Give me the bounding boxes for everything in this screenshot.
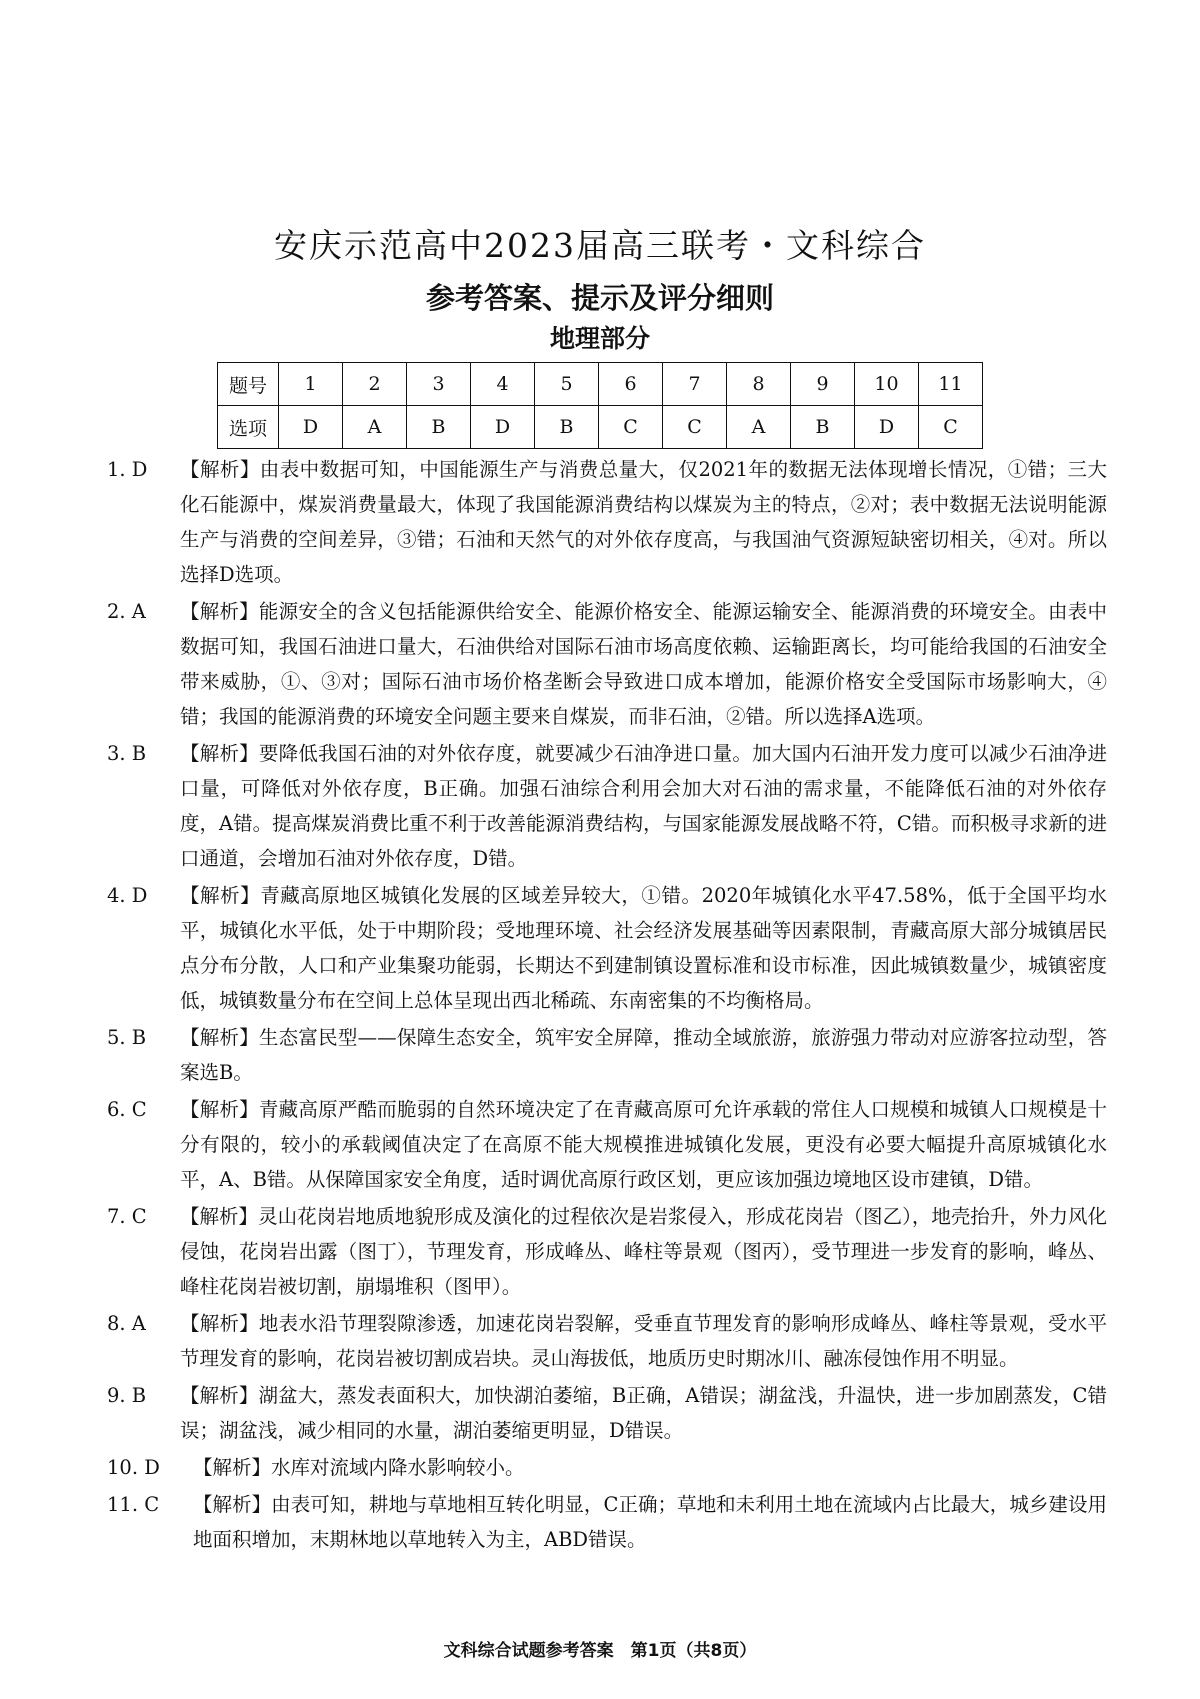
item-text: 【解析】水库对流域内降水影响较小。 (193, 1456, 525, 1479)
question-number: 9 (791, 363, 855, 406)
item-number: 11. C (107, 1493, 160, 1516)
item-text: 【解析】青藏高原严酷而脆弱的自然环境决定了在青藏高原可允许承载的常住人口规模和城镇人口规模是十分有限的，较小的承载阈值决定了在高原不能大规模推进城镇化发展，更没有必要大幅提升高原城镇化水平，A、B错。从保障国家安全角度，适时调优高原行政区划，更应该加强边境地区设市建镇，D错。 (180, 1098, 1107, 1191)
document-title: 安庆示范高中2023届高三联考・文科综合 (274, 226, 926, 265)
question-number: 11 (919, 363, 983, 406)
answer-table-choice-row (218, 406, 983, 449)
item-number: 7. C (107, 1205, 147, 1228)
explanation-item (107, 1450, 1107, 1485)
question-number: 6 (599, 363, 663, 406)
item-text: 【解析】能源安全的含义包括能源供给安全、能源价格安全、能源运输安全、能源消费的环境安全。由表中数据可知，我国石油进口量大，石油供给对国际石油市场高度依赖、运输距离长，均可能给我国的石油安全带来威胁，①、③对；国际石油市场价格垄断会导致进口成本增加，能源价格安全受国际市场影响大，④错；我国的能源消费的环境安全问题主要来自煤炭，而非石油，②错。所以选择A选项。 (180, 600, 1107, 728)
item-text: 【解析】湖盆大，蒸发表面积大，加快湖泊萎缩，B正确，A错误；湖盆浅，升温快，进一步加剧蒸发，C错误；湖盆浅，减少相同的水量，湖泊萎缩更明显，D错误。 (180, 1384, 1107, 1442)
explanation-item (107, 594, 1107, 734)
explanation-item (107, 1487, 1107, 1557)
item-number: 4. D (107, 884, 148, 907)
answer-table (217, 362, 983, 449)
answer-choice: C (663, 406, 727, 449)
explanation-item (107, 1199, 1107, 1304)
item-number: 5. B (107, 1026, 147, 1049)
explanation-item (107, 1306, 1107, 1376)
row-label-choice: 选项 (218, 406, 279, 449)
section-heading: 地理部分 (549, 324, 650, 353)
explanation-item (107, 1378, 1107, 1448)
item-text: 【解析】由表可知，耕地与草地相互转化明显，C正确；草地和未利用土地在流域内占比最大，城乡建设用地面积增加，末期林地以草地转入为主，ABD错误。 (193, 1493, 1107, 1551)
question-number: 3 (407, 363, 471, 406)
question-number: 7 (663, 363, 727, 406)
item-number: 9. B (107, 1384, 147, 1407)
row-label-number: 题号 (218, 363, 279, 406)
question-number: 5 (535, 363, 599, 406)
answer-choice: B (535, 406, 599, 449)
answer-choice: D (855, 406, 919, 449)
question-number: 1 (279, 363, 343, 406)
item-number: 1. D (107, 458, 148, 481)
item-number: 2. A (107, 600, 146, 623)
explanation-item (107, 452, 1107, 592)
answer-choice: D (279, 406, 343, 449)
item-text: 【解析】生态富民型——保障生态安全，筑牢安全屏障，推动全域旅游，旅游强力带动对应游客拉动型，答案选B。 (180, 1026, 1107, 1084)
item-number: 3. B (107, 742, 147, 765)
item-number: 6. C (107, 1098, 147, 1121)
page-footer: 文科综合试题参考答案 第1页（共8页） (443, 1641, 757, 1661)
answer-choice: C (919, 406, 983, 449)
item-text: 【解析】青藏高原地区城镇化发展的区域差异较大，①错。2020年城镇化水平47.58%，低于全国平均水平，城镇化水平低，处于中期阶段；受地理环境、社会经济发展基础等因素限制，青藏高原大部分城镇居民点分布分散，人口和产业集聚功能弱，长期达不到建制镇设置标准和设市标准，因此城镇数量少，城镇密度低，城镇数量分布在空间上总体呈现出西北稀疏、东南密集的不均衡格局。 (180, 884, 1107, 1012)
answer-choice: B (407, 406, 471, 449)
answer-choice: D (471, 406, 535, 449)
explanation-item (107, 1020, 1107, 1090)
item-text: 【解析】要降低我国石油的对外依存度，就要减少石油净进口量。加大国内石油开发力度可以减少石油净进口量，可降低对外依存度，B正确。加强石油综合利用会加大对石油的需求量，不能降低石油的对外依存度，A错。提高煤炭消费比重不利于改善能源消费结构，与国家能源发展战略不符，C错。而积极寻求新的进口通道，会增加石油对外依存度，D错。 (180, 742, 1107, 870)
explanation-item (107, 878, 1107, 1018)
question-number: 8 (727, 363, 791, 406)
item-number: 8. A (107, 1312, 146, 1335)
question-number: 4 (471, 363, 535, 406)
question-number: 10 (855, 363, 919, 406)
answer-table-number-row (218, 363, 983, 406)
item-text: 【解析】由表中数据可知，中国能源生产与消费总量大，仅2021年的数据无法体现增长情况，①错；三大化石能源中，煤炭消费量最大，体现了我国能源消费结构以煤炭为主的特点，②对；表中数据无法说明能源生产与消费的空间差异，③错；石油和天然气的对外依存度高，与我国油气资源短缺密切相关，④对。所以选择D选项。 (180, 458, 1107, 586)
answer-choice: A (727, 406, 791, 449)
question-number: 2 (343, 363, 407, 406)
item-text: 【解析】灵山花岗岩地质地貌形成及演化的过程依次是岩浆侵入，形成花岗岩（图乙），地壳抬升，外力风化侵蚀，花岗岩出露（图丁），节理发育，形成峰丛、峰柱等景观（图丙），受节理进一步发育的影响，峰丛、峰柱花岗岩被切割，崩塌堆积（图甲）。 (180, 1205, 1107, 1298)
document-subtitle: 参考答案、提示及评分细则 (425, 281, 774, 315)
answer-choice: B (791, 406, 855, 449)
answer-choice: A (343, 406, 407, 449)
explanation-item (107, 736, 1107, 876)
answer-choice: C (599, 406, 663, 449)
explanation-item (107, 1092, 1107, 1197)
item-text: 【解析】地表水沿节理裂隙渗透，加速花岗岩裂解，受垂直节理发育的影响形成峰丛、峰柱等景观，受水平节理发育的影响，花岗岩被切割成岩块。灵山海拔低，地质历史时期冰川、融冻侵蚀作用不明显。 (180, 1312, 1107, 1370)
item-number: 10. D (107, 1456, 160, 1479)
explanation-list (107, 452, 1107, 1559)
